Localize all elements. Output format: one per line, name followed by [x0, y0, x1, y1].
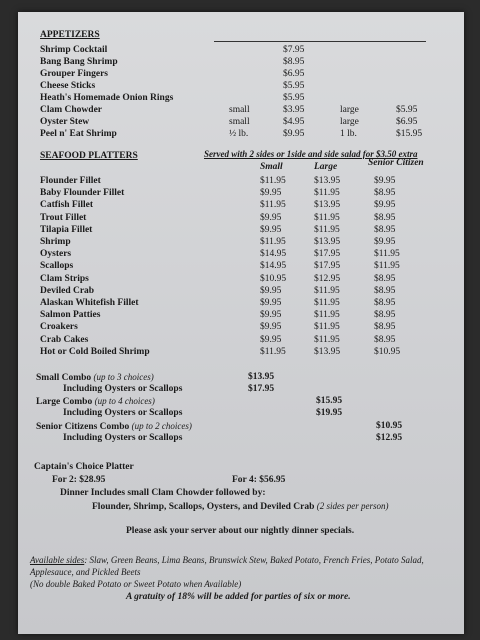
seafood-platters-title: SEAFOOD PLATTERS	[40, 151, 138, 161]
appetizer-price: $8.95	[283, 57, 305, 67]
platter-price-senior: $10.95	[374, 346, 401, 357]
platter-price-small: $9.95	[260, 285, 282, 296]
platter-price-senior: $9.95	[374, 237, 396, 247]
appetizer-name: Bang Bang Shrimp	[40, 57, 118, 67]
platter-price-senior: $8.95	[374, 273, 396, 284]
platter-name: Scallops	[40, 261, 74, 272]
platter-price-small: $11.95	[260, 176, 286, 186]
small-combo-incl-price: $17.95	[248, 384, 275, 394]
platter-price-senior: $8.95	[374, 285, 396, 296]
captain-line1: Dinner Includes small Clam Chowder followed by:	[60, 488, 266, 498]
appetizer-price: $9.95	[283, 129, 305, 139]
col-senior-header: Senior Citizen	[368, 158, 424, 168]
platter-price-large: $17.95	[314, 261, 341, 272]
gratuity-note: A gratuity of 18% will be added for parties of six or more.	[126, 592, 351, 602]
sides-line1: Available sides: Slaw, Green Beans, Lima Beans, Brunswick Stew, Baked Potato, French Fries, Potato Salad,	[30, 555, 424, 565]
platter-price-senior: $11.95	[374, 261, 400, 272]
platter-name: Deviled Crab	[40, 285, 95, 296]
platter-price-small: $9.95	[260, 188, 282, 199]
platter-price-small: $9.95	[260, 334, 282, 345]
captain-line2: Flounder, Shrimp, Scallops, Oysters, and Deviled Crab (2 sides per person)	[92, 501, 389, 512]
small-combo-name: Small Combo (up to 3 choices)	[36, 372, 154, 383]
sides-line3: (No double Baked Potato or Sweet Potato when Available)	[30, 579, 242, 589]
platter-price-senior: $8.95	[374, 334, 396, 345]
platter-name: Croakers	[40, 322, 78, 333]
senior-combo-incl: Including Oysters or Scallops	[63, 433, 183, 443]
senior-combo-name: Senior Citizens Combo (up to 2 choices)	[36, 421, 192, 432]
platter-price-senior: $8.95	[374, 212, 396, 223]
platter-price-small: $9.95	[260, 224, 282, 235]
appetizer-price-large: $6.95	[396, 117, 418, 127]
platter-price-large: $11.95	[314, 212, 340, 223]
platter-price-senior: $8.95	[374, 298, 396, 308]
col-small-header: Small	[260, 162, 283, 172]
appetizer-name: Cheese Sticks	[40, 81, 96, 91]
appetizer-size-large: large	[340, 117, 359, 127]
appetizer-name: Heath's Homemade Onion Rings	[40, 93, 174, 103]
platter-name: Catfish Fillet	[40, 200, 94, 211]
col-large-header: Large	[314, 162, 338, 172]
appetizer-name: Shrimp Cocktail	[40, 45, 108, 55]
small-combo-incl: Including Oysters or Scallops	[63, 384, 183, 394]
appetizer-price: $3.95	[283, 105, 305, 115]
platter-price-senior: $11.95	[374, 249, 400, 260]
platter-name: Hot or Cold Boiled Shrimp	[40, 346, 150, 357]
appetizer-size-large: 1 lb.	[340, 129, 357, 139]
platter-price-large: $11.95	[314, 322, 340, 333]
appetizer-price: $5.95	[283, 93, 305, 103]
platter-price-large: $11.95	[314, 285, 340, 296]
platter-price-large: $11.95	[314, 334, 340, 345]
platter-price-small: $9.95	[260, 310, 282, 321]
platter-price-small: $9.95	[260, 212, 282, 223]
appetizer-name: Clam Chowder	[40, 105, 103, 115]
platter-price-large: $12.95	[314, 273, 341, 284]
platter-price-large: $11.95	[314, 298, 340, 308]
header-rule	[214, 41, 426, 42]
platter-name: Alaskan Whitefish Fillet	[40, 298, 139, 308]
platter-price-large: $11.95	[314, 310, 340, 321]
platter-price-large: $11.95	[314, 224, 340, 235]
large-combo-incl-price: $19.95	[316, 408, 343, 418]
platter-price-large: $13.95	[314, 346, 341, 357]
platter-price-senior: $8.95	[374, 310, 396, 321]
platter-name: Crab Cakes	[40, 334, 89, 345]
platter-price-small: $14.95	[260, 261, 287, 272]
platter-name: Trout Fillet	[40, 212, 87, 223]
appetizer-name: Oyster Stew	[40, 117, 90, 127]
large-combo-incl: Including Oysters or Scallops	[63, 408, 183, 418]
sides-line2: Applesauce, and Pickled Beets	[30, 567, 141, 577]
menu-page	[18, 12, 464, 634]
platter-name: Shrimp	[40, 237, 71, 247]
appetizer-size-small: small	[229, 117, 250, 127]
platter-price-large: $13.95	[314, 200, 341, 211]
platter-price-small: $11.95	[260, 200, 286, 211]
appetizer-size-small: small	[229, 105, 250, 115]
appetizer-price: $4.95	[283, 117, 305, 127]
platter-price-senior: $8.95	[374, 224, 396, 235]
platter-price-large: $13.95	[314, 176, 341, 186]
appetizer-size-large: large	[340, 105, 359, 115]
large-combo-price: $15.95	[316, 396, 343, 406]
platter-price-small: $9.95	[260, 298, 282, 308]
platter-price-senior: $9.95	[374, 176, 396, 186]
platter-price-large: $17.95	[314, 249, 341, 260]
appetizer-price-large: $15.95	[396, 129, 423, 139]
appetizers-title: APPETIZERS	[40, 30, 100, 40]
appetizer-size-small: ½ lb.	[229, 129, 249, 139]
platter-price-senior: $8.95	[374, 188, 396, 199]
platter-name: Baby Flounder Fillet	[40, 188, 125, 199]
platter-price-small: $10.95	[260, 273, 287, 284]
appetizer-price: $7.95	[283, 45, 305, 55]
platter-price-small: $11.95	[260, 346, 286, 357]
platter-price-large: $11.95	[314, 188, 340, 199]
platter-price-large: $13.95	[314, 237, 341, 247]
platter-name: Flounder Fillet	[40, 176, 101, 186]
platter-name: Salmon Patties	[40, 310, 101, 321]
platter-price-small: $14.95	[260, 249, 287, 260]
platter-price-senior: $9.95	[374, 200, 396, 211]
platter-name: Clam Strips	[40, 273, 89, 284]
platter-price-small: $11.95	[260, 237, 286, 247]
senior-combo-price: $10.95	[376, 421, 403, 431]
platter-name: Tilapia Fillet	[40, 224, 93, 235]
platters-sides-note: Served with 2 sides or 1side and side salad for $3.50 extra	[204, 149, 418, 159]
platter-price-senior: $8.95	[374, 322, 396, 333]
appetizer-price-large: $5.95	[396, 105, 418, 115]
appetizer-name: Peel n' Eat Shrimp	[40, 129, 117, 139]
senior-combo-incl-price: $12.95	[376, 433, 403, 443]
platter-price-small: $9.95	[260, 322, 282, 333]
appetizer-price: $6.95	[283, 69, 305, 79]
appetizer-name: Grouper Fingers	[40, 69, 108, 79]
small-combo-price: $13.95	[248, 372, 275, 382]
platter-name: Oysters	[40, 249, 72, 260]
large-combo-name: Large Combo (up to 4 choices)	[36, 396, 155, 407]
captain-title: Captain's Choice Platter	[34, 462, 134, 472]
captain-for4: For 4: $56.95	[232, 475, 286, 485]
specials-note: Please ask your server about our nightly dinner specials.	[126, 526, 355, 536]
appetizer-price: $5.95	[283, 81, 305, 91]
captain-for2: For 2: $28.95	[52, 475, 106, 485]
